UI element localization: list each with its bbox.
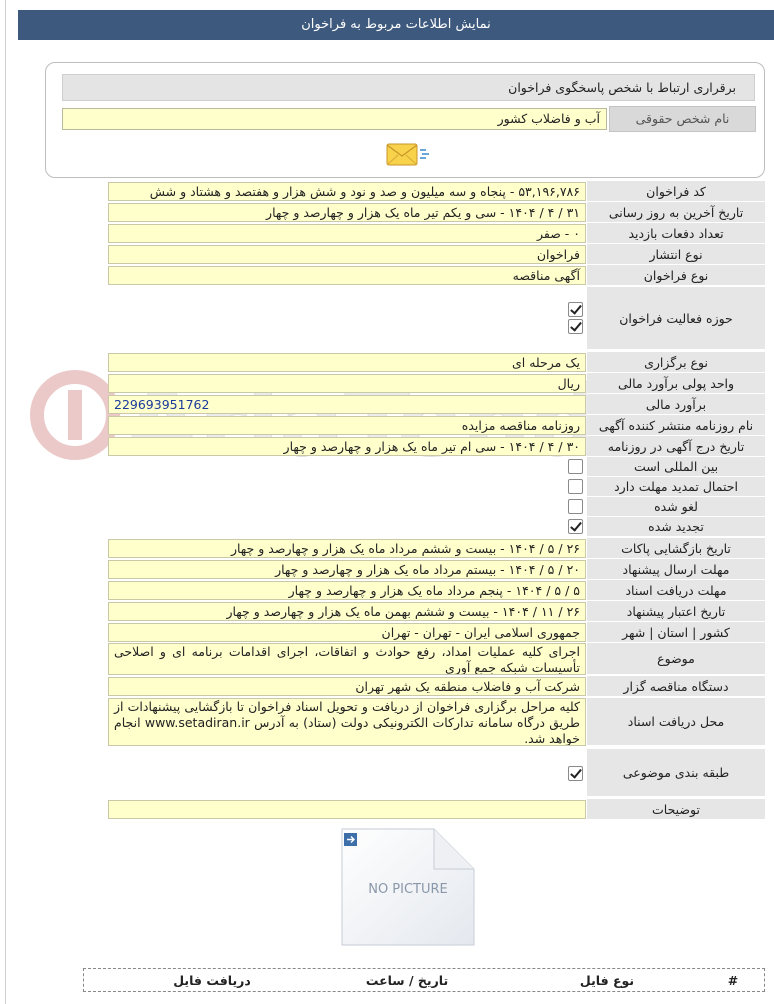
field-value-subject: اجرای کلیه عملیات امداد، رفع حوادث و اتفاقات، اجرای اقدامات برنامه ای و اصلاحی تأسیسات شبکه جمع آوری — [108, 643, 586, 675]
field-value-publish-type: فراخوان — [108, 245, 586, 264]
field-label-visits: تعداد دفعات بازدید — [587, 223, 765, 244]
field-label-notes: توضیحات — [587, 799, 765, 820]
no-picture-text: NO PICTURE — [368, 882, 448, 897]
field-label-location: کشور | استان | شهر — [587, 622, 765, 643]
field-label-call-type: نوع فراخوان — [587, 265, 765, 286]
field-value-validity-date: ۲۶ / ۱۱ / ۱۴۰۴ - بیست و ششم بهمن ماه یک هزار و چهارصد و چهار — [108, 602, 586, 621]
field-value-newspaper-date: ۳۰ / ۴ / ۱۴۰۴ - سی ام تیر ماه یک هزار و چهارصد و چهار — [108, 437, 586, 456]
field-label-validity-date: تاریخ اعتبار پیشنهاد — [587, 601, 765, 622]
field-value-notes — [108, 800, 586, 819]
field-value-last-update: ۳۱ / ۴ / ۱۴۰۴ - سی و یکم تیر ماه یک هزار و چهارصد و چهار — [108, 203, 586, 222]
files-col-index: # — [727, 972, 739, 988]
field-label-organizer: دستگاه مناقصه گزار — [587, 676, 765, 697]
field-value-opening-date: ۲۶ / ۵ / ۱۴۰۴ - بیست و ششم مرداد ماه یک هزار و چهارصد و چهار — [108, 539, 586, 558]
field-value-docs-place: کلیه مراحل برگزاری فراخوان از دریافت و تحویل اسناد فراخوان تا بازگشایی پیشنهادات از طریق درگاه سامانه تدارکات الکترونیکی دولت (ستاد) به آدرس www.setadiran.ir انجام خواهد شد. — [108, 698, 586, 746]
checkbox-extension[interactable] — [568, 479, 583, 494]
field-label-last-update: تاریخ آخرین به روز رسانی — [587, 202, 765, 223]
field-label-newspaper: نام روزنامه منتشر کننده آگهی — [587, 415, 765, 436]
field-label-subject: موضوع — [587, 643, 765, 675]
field-value-code: ۵۳,۱۹۶,۷۸۶ - پنجاه و سه میلیون و صد و نود و شش هزار و هفتصد و هشتاد و شش — [108, 182, 586, 201]
field-label-activity: حوزه فعالیت فراخوان — [587, 287, 765, 350]
files-col-type: نوع فایل — [579, 972, 635, 988]
field-label-newspaper-date: تاریخ درج آگهی در روزنامه — [587, 436, 765, 457]
field-label-estimate: برآورد مالی — [587, 394, 765, 415]
page-title: نمایش اطلاعات مربوط به فراخوان — [18, 10, 774, 40]
checkbox-category-other[interactable] — [568, 766, 583, 781]
field-value-location: جمهوری اسلامی ایران - تهران - تهران — [108, 623, 586, 642]
field-value-estimate: 229693951762 — [108, 395, 586, 414]
field-value-newspaper: روزنامه مناقصه مزایده — [108, 416, 586, 435]
field-label-category: طبقه بندی موضوعی — [587, 749, 765, 797]
field-label-publish-type: نوع انتشار — [587, 244, 765, 265]
field-label-extension: احتمال تمدید مهلت دارد — [587, 477, 765, 497]
files-col-datetime: تاریخ / ساعت — [365, 972, 449, 988]
field-label-renewed: تجدید شده — [587, 517, 765, 537]
field-value-organizer: شرکت آب و فاضلاب منطقه یک شهر تهران — [108, 677, 586, 696]
field-label-cancelled: لغو شده — [587, 497, 765, 517]
checkbox-cancelled[interactable] — [568, 499, 583, 514]
no-picture-image — [338, 827, 478, 950]
field-value-submit-deadline: ۲۰ / ۵ / ۱۴۰۴ - بیستم مرداد ماه یک هزار و چهارصد و چهار — [108, 560, 586, 579]
field-label-docs-deadline: مهلت دریافت اسناد — [587, 580, 765, 601]
field-label-docs-place: محل دریافت اسناد — [587, 698, 765, 746]
contact-header: برقراری ارتباط با شخص پاسخگوی فراخوان — [62, 74, 755, 101]
checkbox-renewed[interactable] — [568, 519, 583, 534]
field-label-code: کد فراخوان — [587, 181, 765, 202]
legal-person-label: نام شخص حقوقی — [609, 106, 756, 132]
legal-person-value: آب و فاضلاب کشور — [62, 108, 607, 130]
envelope-icon[interactable] — [384, 139, 430, 169]
checkbox-international[interactable] — [568, 459, 583, 474]
field-value-visits: ۰ - صفر — [108, 224, 586, 243]
field-label-currency: واحد پولی برآورد مالی — [587, 373, 765, 394]
field-label-international: بین المللی است — [587, 457, 765, 477]
field-value-docs-deadline: ۵ / ۵ / ۱۴۰۴ - پنجم مرداد ماه یک هزار و چهارصد و چهار — [108, 581, 586, 600]
field-value-currency: ریال — [108, 374, 586, 393]
left-divider — [5, 0, 6, 1004]
checkbox-other-activity[interactable] — [568, 319, 583, 334]
field-label-opening-date: تاریخ بازگشایی پاکات — [587, 538, 765, 559]
field-value-call-type: آگهی مناقصه — [108, 266, 586, 285]
checkbox-contracting[interactable] — [568, 302, 583, 317]
field-label-submit-deadline: مهلت ارسال پیشنهاد — [587, 559, 765, 580]
files-table-header — [83, 968, 765, 992]
field-label-holding-type: نوع برگزاری — [587, 352, 765, 373]
files-col-download: دریافت فایل — [173, 972, 251, 988]
contact-panel — [45, 62, 765, 178]
field-value-holding-type: یک مرحله ای — [108, 353, 586, 372]
